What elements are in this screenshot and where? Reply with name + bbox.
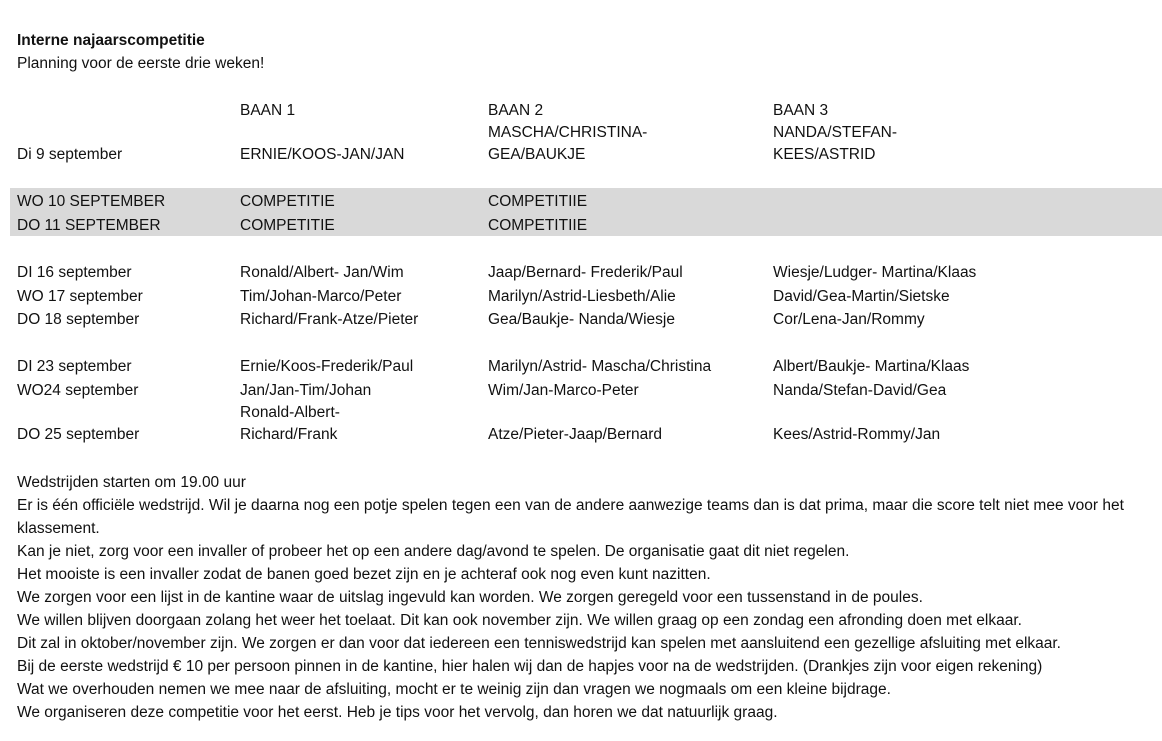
cell-di9-baan3-line1: NANDA/STEFAN- xyxy=(773,124,898,141)
note-substitute: Kan je niet, zorg voor een invaller of probeer het op een andere dag/avond te spelen. De organisatie gaat dit niet regelen. xyxy=(17,543,850,560)
note-best-substitute: Het mooiste is een invaller zodat de banen goed bezet zijn en je achteraf ook nog even kunt nazitten. xyxy=(17,566,711,583)
date-di16: DI 16 september xyxy=(17,264,132,281)
note-continue: We willen blijven doorgaan zolang het weer het toelaat. Dit kan ook november zijn. We willen graag op een zondag een afronding doen met elkaar. xyxy=(17,612,1022,629)
date-do11: DO 11 SEPTEMBER xyxy=(17,217,161,234)
cell-do25-baan2: Atze/Pieter-Jaap/Bernard xyxy=(488,426,663,443)
cell-wo17-baan3: David/Gea-Martin/Sietske xyxy=(773,288,950,305)
cell-do25-baan1-line2: Richard/Frank xyxy=(240,426,338,443)
cell-do25-baan1-line1: Ronald-Albert- xyxy=(240,404,340,421)
note-start-time: Wedstrijden starten om 19.00 uur xyxy=(17,474,246,491)
date-di23: DI 23 september xyxy=(17,358,132,375)
cell-di23-baan1: Ernie/Koos-Frederik/Paul xyxy=(240,358,414,375)
date-do18: DO 18 september xyxy=(17,311,140,328)
notes-section xyxy=(17,471,1157,724)
date-wo17: WO 17 september xyxy=(17,288,143,305)
column-header-baan1: BAAN 1 xyxy=(240,102,296,119)
cell-do18-baan1: Richard/Frank-Atze/Pieter xyxy=(240,311,419,328)
cell-do18-baan3: Cor/Lena-Jan/Rommy xyxy=(773,311,925,328)
cell-do11-baan1: COMPETITIE xyxy=(240,217,335,234)
cell-di16-baan2: Jaap/Bernard- Frederik/Paul xyxy=(488,264,683,281)
cell-di9-baan2-line2: GEA/BAUKJE xyxy=(488,146,586,163)
column-header-baan3: BAAN 3 xyxy=(773,102,829,119)
date-wo24: WO24 september xyxy=(17,382,139,399)
cell-wo24-baan1: Jan/Jan-Tim/Johan xyxy=(240,382,372,399)
cell-di9-baan2-line1: MASCHA/CHRISTINA- xyxy=(488,124,648,141)
note-first-time: We organiseren deze competitie voor het eerst. Heb je tips voor het vervolg, dan horen we dat natuurlijk graag. xyxy=(17,704,778,721)
date-di9: Di 9 september xyxy=(17,146,123,163)
cell-wo17-baan1: Tim/Johan-Marco/Peter xyxy=(240,288,402,305)
page-title: Interne najaarscompetitie xyxy=(17,32,205,49)
note-leftover: Wat we overhouden nemen we mee naar de afsluiting, mocht er te weinig zijn dan vragen we nogmaals om een kleine bijdrage. xyxy=(17,681,891,698)
cell-do25-baan3: Kees/Astrid-Rommy/Jan xyxy=(773,426,941,443)
cell-di23-baan2: Marilyn/Astrid- Mascha/Christina xyxy=(488,358,712,375)
note-closing-event: Dit zal in oktober/november zijn. We zorgen er dan voor dat iedereen een tenniswedstrijd kan spelen met aansluitend een gezellige afsluiting met elkaar. xyxy=(17,635,1061,652)
cell-di9-baan3-line2: KEES/ASTRID xyxy=(773,146,876,163)
date-wo10: WO 10 SEPTEMBER xyxy=(17,193,166,210)
cell-do18-baan2: Gea/Baukje- Nanda/Wiesje xyxy=(488,311,675,328)
cell-di16-baan1: Ronald/Albert- Jan/Wim xyxy=(240,264,404,281)
cell-do11-baan2: COMPETITIIE xyxy=(488,217,588,234)
date-do25: DO 25 september xyxy=(17,426,140,443)
cell-wo10-baan2: COMPETITIIE xyxy=(488,193,588,210)
cell-wo24-baan3: Nanda/Stefan-David/Gea xyxy=(773,382,947,399)
note-results-list: We zorgen voor een lijst in de kantine waar de uitslag ingevuld kan worden. We zorgen geregeld voor een tussenstand in de poules. xyxy=(17,589,923,606)
column-header-baan2: BAAN 2 xyxy=(488,102,544,119)
cell-di16-baan3: Wiesje/Ludger- Martina/Klaas xyxy=(773,264,977,281)
cell-di9-baan1: ERNIE/KOOS-JAN/JAN xyxy=(240,146,405,163)
cell-wo10-baan1: COMPETITIE xyxy=(240,193,335,210)
cell-wo17-baan2: Marilyn/Astrid-Liesbeth/Alie xyxy=(488,288,676,305)
cell-di23-baan3: Albert/Baukje- Martina/Klaas xyxy=(773,358,970,375)
note-payment: Bij de eerste wedstrijd € 10 per persoon pinnen in de kantine, hier halen wij dan de hapjes voor na de wedstrijden. (Drankjes zijn voor eigen rekening) xyxy=(17,658,1043,675)
cell-wo24-baan2: Wim/Jan-Marco-Peter xyxy=(488,382,639,399)
note-official-match: Er is één officiële wedstrijd. Wil je daarna nog een potje spelen tegen een van de andere aanwezige teams dan is dat prima, maar die score telt niet mee voor het klassement. xyxy=(17,497,1124,537)
page-subtitle: Planning voor de eerste drie weken! xyxy=(17,55,265,72)
